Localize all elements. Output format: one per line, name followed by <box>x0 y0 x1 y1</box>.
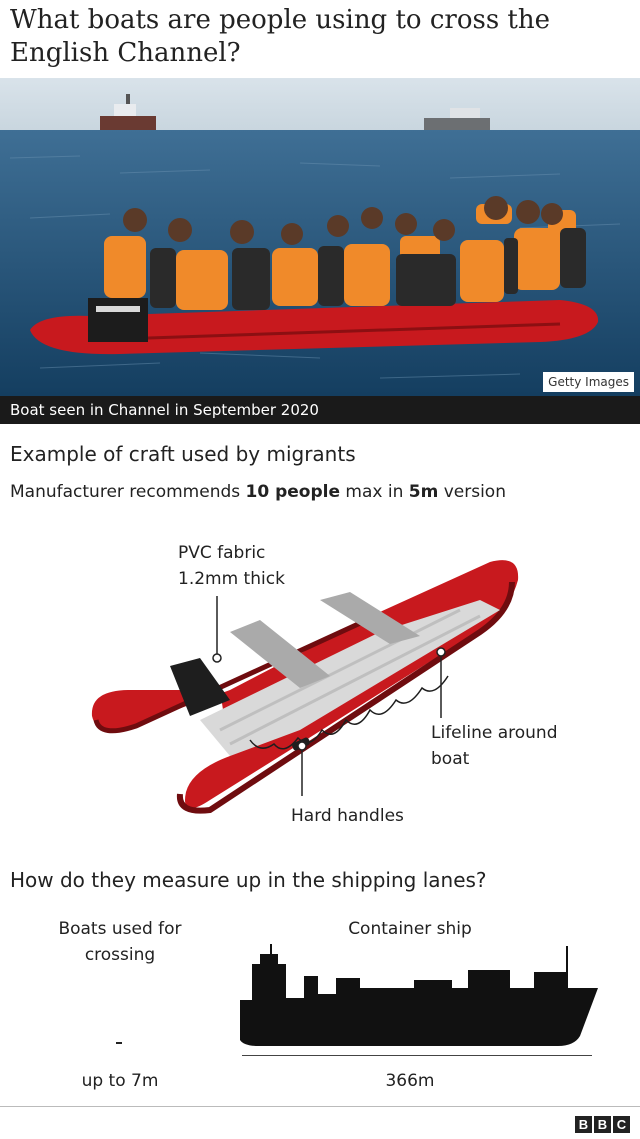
comparison-heading: How do they measure up in the shipping lanes? <box>10 868 487 892</box>
lifeline-annotation: Lifeline around boat <box>431 723 558 769</box>
footer-divider <box>0 1106 640 1107</box>
bbc-logo: B B C <box>575 1116 630 1133</box>
ship-label: Container ship <box>348 919 472 939</box>
crossing-boat-scale-mark <box>116 1042 122 1044</box>
sea-scene-image <box>0 78 640 396</box>
ship-scale-line <box>242 1055 592 1056</box>
boats-label: Boats used for crossing <box>58 919 182 965</box>
photo-caption: Boat seen in Channel in September 2020 <box>0 396 640 424</box>
news-photo <box>0 78 640 396</box>
handles-annotation: Hard handles <box>291 806 404 826</box>
ship-length: 366m <box>385 1071 435 1091</box>
manufacturer-recommendation: Manufacturer recommends 10 people max in 5m version <box>10 482 506 502</box>
container-ship-silhouette <box>238 940 600 1048</box>
fabric-annotation: PVC fabric 1.2mm thick <box>178 543 285 589</box>
craft-heading: Example of craft used by migrants <box>10 442 356 466</box>
page-title: What boats are people using to cross the English Channel? <box>10 5 551 68</box>
photo-credit: Getty Images <box>543 372 634 392</box>
boats-length: up to 7m <box>81 1071 159 1091</box>
inflatable-boat-illustration <box>80 540 530 830</box>
